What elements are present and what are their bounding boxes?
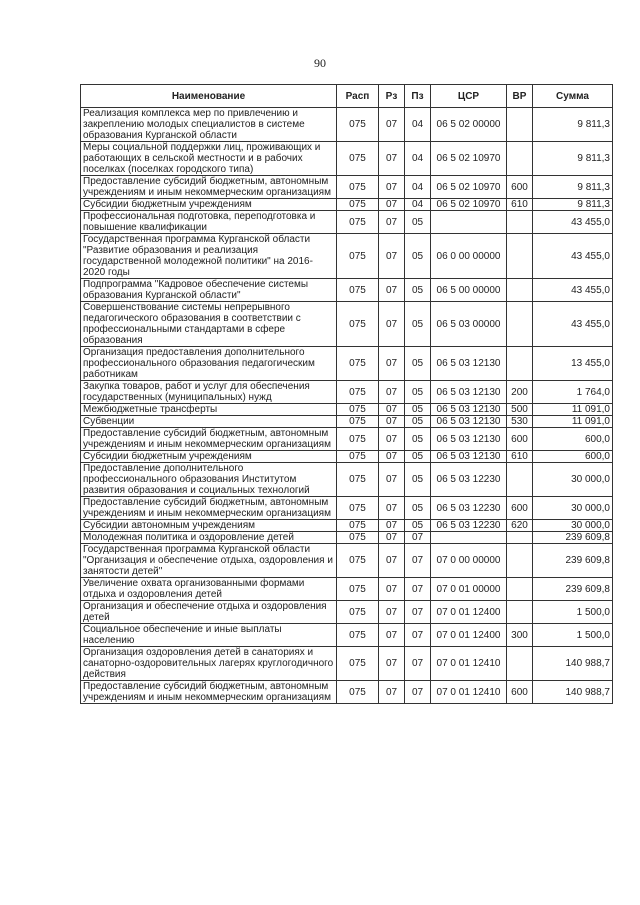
cell-pz: 04 xyxy=(405,176,431,199)
cell-pz: 05 xyxy=(405,428,431,451)
cell-rz: 07 xyxy=(379,234,405,279)
cell-vr xyxy=(507,463,533,497)
cell-rz: 07 xyxy=(379,532,405,544)
cell-name: Субвенции xyxy=(81,416,337,428)
cell-pz: 07 xyxy=(405,601,431,624)
cell-vr xyxy=(507,302,533,347)
cell-rz: 07 xyxy=(379,176,405,199)
cell-name: Совершенствование системы непрерывного педагогического образования в соответствии с профессиональными стандартами в сфере образования xyxy=(81,302,337,347)
cell-vr xyxy=(507,279,533,302)
cell-rz: 07 xyxy=(379,211,405,234)
cell-csr: 07 0 01 12400 xyxy=(431,601,507,624)
table-row xyxy=(81,532,613,544)
table-row xyxy=(81,234,613,279)
cell-rz: 07 xyxy=(379,199,405,211)
cell-name: Государственная программа Курганской области "Развитие образования и реализация государственной молодежной политики" на 2016-2020 годы xyxy=(81,234,337,279)
cell-vr: 530 xyxy=(507,416,533,428)
cell-name: Межбюджетные трансферты xyxy=(81,404,337,416)
cell-name: Меры социальной поддержки лиц, проживающих и работающих в сельской местности и в рабочих поселках (поселках городского типа) xyxy=(81,142,337,176)
cell-rasp: 075 xyxy=(337,347,379,381)
cell-pz: 05 xyxy=(405,497,431,520)
cell-rasp: 075 xyxy=(337,544,379,578)
cell-rz: 07 xyxy=(379,302,405,347)
cell-rasp: 075 xyxy=(337,199,379,211)
table-row xyxy=(81,601,613,624)
cell-pz: 07 xyxy=(405,681,431,704)
cell-csr: 06 5 02 10970 xyxy=(431,176,507,199)
cell-csr: 06 5 02 10970 xyxy=(431,199,507,211)
cell-rz: 07 xyxy=(379,142,405,176)
cell-sum: 9 811,3 xyxy=(533,108,613,142)
cell-pz: 05 xyxy=(405,463,431,497)
cell-sum: 9 811,3 xyxy=(533,176,613,199)
header-rz: Рз xyxy=(379,85,405,108)
cell-name: Подпрограмма "Кадровое обеспечение системы образования Курганской области" xyxy=(81,279,337,302)
table-row xyxy=(81,302,613,347)
page-number: 90 xyxy=(314,56,326,70)
cell-sum: 9 811,3 xyxy=(533,199,613,211)
cell-sum: 600,0 xyxy=(533,451,613,463)
cell-csr: 06 5 03 12230 xyxy=(431,463,507,497)
cell-pz: 05 xyxy=(405,347,431,381)
cell-rasp: 075 xyxy=(337,578,379,601)
cell-pz: 07 xyxy=(405,532,431,544)
table-row xyxy=(81,428,613,451)
cell-csr: 06 5 03 12230 xyxy=(431,497,507,520)
cell-pz: 05 xyxy=(405,416,431,428)
table-row xyxy=(81,497,613,520)
cell-vr xyxy=(507,532,533,544)
cell-rz: 07 xyxy=(379,404,405,416)
cell-rasp: 075 xyxy=(337,381,379,404)
cell-pz: 07 xyxy=(405,578,431,601)
cell-csr: 06 5 03 12130 xyxy=(431,381,507,404)
cell-vr: 600 xyxy=(507,176,533,199)
cell-pz: 05 xyxy=(405,520,431,532)
header-name: Наименование xyxy=(81,85,337,108)
header-rasp: Расп xyxy=(337,85,379,108)
cell-rasp: 075 xyxy=(337,108,379,142)
cell-sum: 9 811,3 xyxy=(533,142,613,176)
cell-rasp: 075 xyxy=(337,624,379,647)
cell-rz: 07 xyxy=(379,381,405,404)
cell-pz: 05 xyxy=(405,211,431,234)
cell-rasp: 075 xyxy=(337,647,379,681)
table-body xyxy=(81,108,613,704)
cell-csr xyxy=(431,532,507,544)
table-row xyxy=(81,142,613,176)
table-row xyxy=(81,211,613,234)
cell-csr: 06 5 03 12230 xyxy=(431,520,507,532)
cell-pz: 05 xyxy=(405,451,431,463)
cell-sum: 600,0 xyxy=(533,428,613,451)
cell-sum: 1 500,0 xyxy=(533,601,613,624)
cell-csr: 06 5 03 12130 xyxy=(431,404,507,416)
cell-name: Предоставление субсидий бюджетным, автономным учреждениям и иным некоммерческим организациям xyxy=(81,428,337,451)
table-row xyxy=(81,578,613,601)
cell-rasp: 075 xyxy=(337,176,379,199)
table-row xyxy=(81,451,613,463)
cell-sum: 43 455,0 xyxy=(533,279,613,302)
cell-csr: 06 0 00 00000 xyxy=(431,234,507,279)
cell-rz: 07 xyxy=(379,681,405,704)
cell-name: Предоставление субсидий бюджетным, автономным учреждениям и иным некоммерческим организациям xyxy=(81,497,337,520)
cell-name: Организация и обеспечение отдыха и оздоровления детей xyxy=(81,601,337,624)
cell-name: Реализация комплекса мер по привлечению и закреплению молодых специалистов в системе образования Курганской области xyxy=(81,108,337,142)
cell-pz: 04 xyxy=(405,108,431,142)
cell-name: Государственная программа Курганской области "Организация и обеспечение отдыха, оздоровления и занятости детей" xyxy=(81,544,337,578)
cell-sum: 30 000,0 xyxy=(533,520,613,532)
cell-vr xyxy=(507,544,533,578)
cell-rz: 07 xyxy=(379,624,405,647)
cell-rz: 07 xyxy=(379,647,405,681)
cell-vr: 620 xyxy=(507,520,533,532)
table-header-row xyxy=(81,85,613,108)
cell-rasp: 075 xyxy=(337,279,379,302)
cell-pz: 07 xyxy=(405,544,431,578)
cell-sum: 43 455,0 xyxy=(533,302,613,347)
cell-vr xyxy=(507,211,533,234)
cell-name: Социальное обеспечение и иные выплаты населению xyxy=(81,624,337,647)
cell-rz: 07 xyxy=(379,497,405,520)
cell-pz: 05 xyxy=(405,404,431,416)
table-row xyxy=(81,544,613,578)
table-row xyxy=(81,279,613,302)
cell-sum: 30 000,0 xyxy=(533,463,613,497)
cell-pz: 05 xyxy=(405,279,431,302)
table-row xyxy=(81,463,613,497)
cell-name: Профессиональная подготовка, переподготовка и повышение квалификации xyxy=(81,211,337,234)
cell-rasp: 075 xyxy=(337,681,379,704)
cell-name: Закупка товаров, работ и услуг для обеспечения государственных (муниципальных) нужд xyxy=(81,381,337,404)
cell-name: Субсидии бюджетным учреждениям xyxy=(81,199,337,211)
cell-rz: 07 xyxy=(379,451,405,463)
cell-sum: 239 609,8 xyxy=(533,578,613,601)
cell-rasp: 075 xyxy=(337,463,379,497)
cell-rasp: 075 xyxy=(337,302,379,347)
cell-rasp: 075 xyxy=(337,416,379,428)
cell-name: Увеличение охвата организованными формами отдыха и оздоровления детей xyxy=(81,578,337,601)
cell-vr xyxy=(507,578,533,601)
cell-csr: 06 5 03 12130 xyxy=(431,428,507,451)
cell-sum: 43 455,0 xyxy=(533,234,613,279)
cell-csr: 06 5 03 00000 xyxy=(431,302,507,347)
cell-csr: 06 5 02 10970 xyxy=(431,142,507,176)
cell-rz: 07 xyxy=(379,544,405,578)
cell-rz: 07 xyxy=(379,601,405,624)
cell-pz: 07 xyxy=(405,624,431,647)
cell-csr: 06 5 03 12130 xyxy=(431,451,507,463)
header-csr: ЦСР xyxy=(431,85,507,108)
cell-rz: 07 xyxy=(379,428,405,451)
table-row xyxy=(81,681,613,704)
cell-csr: 07 0 01 00000 xyxy=(431,578,507,601)
cell-csr xyxy=(431,211,507,234)
cell-sum: 239 609,8 xyxy=(533,544,613,578)
table-row xyxy=(81,199,613,211)
cell-csr: 06 5 00 00000 xyxy=(431,279,507,302)
cell-vr: 610 xyxy=(507,199,533,211)
cell-csr: 07 0 01 12400 xyxy=(431,624,507,647)
header-pz: Пз xyxy=(405,85,431,108)
cell-rasp: 075 xyxy=(337,451,379,463)
cell-name: Организация предоставления дополнительного профессионального образования педагогическим работникам xyxy=(81,347,337,381)
cell-vr: 600 xyxy=(507,681,533,704)
cell-rasp: 075 xyxy=(337,404,379,416)
cell-name: Субсидии автономным учреждениям xyxy=(81,520,337,532)
cell-vr xyxy=(507,601,533,624)
cell-rasp: 075 xyxy=(337,211,379,234)
table-row xyxy=(81,108,613,142)
cell-sum: 1 500,0 xyxy=(533,624,613,647)
cell-rasp: 075 xyxy=(337,234,379,279)
cell-sum: 140 988,7 xyxy=(533,647,613,681)
cell-sum: 43 455,0 xyxy=(533,211,613,234)
cell-rz: 07 xyxy=(379,347,405,381)
cell-pz: 04 xyxy=(405,199,431,211)
cell-name: Предоставление субсидий бюджетным, автономным учреждениям и иным некоммерческим организациям xyxy=(81,681,337,704)
cell-vr xyxy=(507,647,533,681)
cell-pz: 07 xyxy=(405,647,431,681)
cell-vr xyxy=(507,108,533,142)
cell-sum: 1 764,0 xyxy=(533,381,613,404)
cell-sum: 239 609,8 xyxy=(533,532,613,544)
table-row xyxy=(81,624,613,647)
table-row xyxy=(81,416,613,428)
table-row xyxy=(81,647,613,681)
cell-rz: 07 xyxy=(379,463,405,497)
cell-csr: 06 5 03 12130 xyxy=(431,347,507,381)
table-row xyxy=(81,381,613,404)
cell-sum: 30 000,0 xyxy=(533,497,613,520)
cell-csr: 07 0 00 00000 xyxy=(431,544,507,578)
cell-pz: 05 xyxy=(405,302,431,347)
cell-rasp: 075 xyxy=(337,601,379,624)
cell-rz: 07 xyxy=(379,108,405,142)
cell-csr: 06 5 03 12130 xyxy=(431,416,507,428)
cell-vr: 200 xyxy=(507,381,533,404)
cell-sum: 11 091,0 xyxy=(533,404,613,416)
cell-vr xyxy=(507,142,533,176)
cell-name: Предоставление субсидий бюджетным, автономным учреждениям и иным некоммерческим организациям xyxy=(81,176,337,199)
cell-pz: 04 xyxy=(405,142,431,176)
cell-pz: 05 xyxy=(405,234,431,279)
table-row xyxy=(81,347,613,381)
cell-csr: 07 0 01 12410 xyxy=(431,647,507,681)
cell-name: Предоставление дополнительного профессионального образования Институтом развития образования и социальных технологий xyxy=(81,463,337,497)
cell-vr xyxy=(507,234,533,279)
cell-name: Субсидии бюджетным учреждениям xyxy=(81,451,337,463)
cell-rasp: 075 xyxy=(337,497,379,520)
header-sum: Сумма xyxy=(533,85,613,108)
cell-sum: 13 455,0 xyxy=(533,347,613,381)
cell-pz: 05 xyxy=(405,381,431,404)
cell-rz: 07 xyxy=(379,578,405,601)
cell-vr xyxy=(507,347,533,381)
cell-name: Организация оздоровления детей в санаториях и санаторно-оздоровительных лагерях круглогодичного действия xyxy=(81,647,337,681)
cell-vr: 600 xyxy=(507,428,533,451)
header-vr: ВР xyxy=(507,85,533,108)
cell-vr: 300 xyxy=(507,624,533,647)
cell-rasp: 075 xyxy=(337,532,379,544)
cell-sum: 11 091,0 xyxy=(533,416,613,428)
cell-name: Молодежная политика и оздоровление детей xyxy=(81,532,337,544)
cell-rasp: 075 xyxy=(337,142,379,176)
cell-csr: 07 0 01 12410 xyxy=(431,681,507,704)
cell-vr: 500 xyxy=(507,404,533,416)
cell-rz: 07 xyxy=(379,520,405,532)
budget-table xyxy=(80,84,613,704)
cell-rz: 07 xyxy=(379,416,405,428)
cell-rasp: 075 xyxy=(337,428,379,451)
table-row xyxy=(81,520,613,532)
cell-csr: 06 5 02 00000 xyxy=(431,108,507,142)
table-row xyxy=(81,404,613,416)
table-row xyxy=(81,176,613,199)
cell-rasp: 075 xyxy=(337,520,379,532)
cell-vr: 600 xyxy=(507,497,533,520)
cell-sum: 140 988,7 xyxy=(533,681,613,704)
cell-vr: 610 xyxy=(507,451,533,463)
cell-rz: 07 xyxy=(379,279,405,302)
